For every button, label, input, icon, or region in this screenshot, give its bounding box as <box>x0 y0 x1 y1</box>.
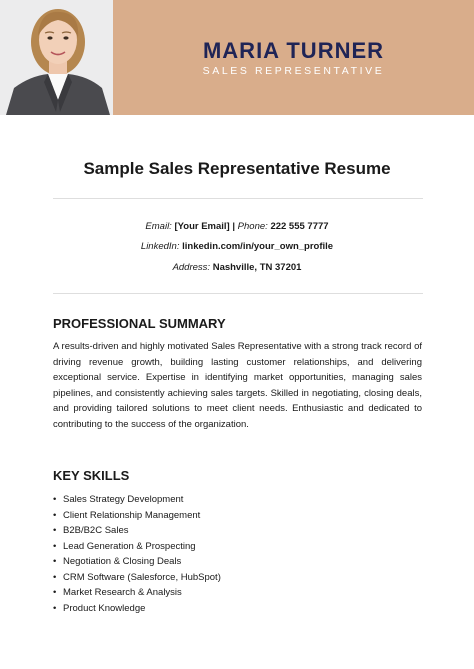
skill-item <box>53 601 422 617</box>
candidate-name: MARIA TURNER <box>202 38 385 63</box>
phone-label: Phone: <box>237 221 268 232</box>
skill-label: CRM Software (Salesforce, HubSpot) <box>63 571 221 583</box>
summary-heading: PROFESSIONAL SUMMARY <box>53 316 226 331</box>
candidate-role: SALES REPRESENTATIVE <box>202 65 385 77</box>
linkedin-value: linkedin.com/in/your_own_profile <box>182 241 334 252</box>
bullet-icon: • <box>53 602 57 614</box>
bullet-icon: • <box>53 556 57 567</box>
skill-item <box>53 523 422 539</box>
skill-label: B2B/B2C Sales <box>63 525 129 536</box>
skills-list <box>53 492 422 616</box>
phone-value: 222 555 7777 <box>270 221 329 232</box>
skill-label: Product Knowledge <box>63 602 146 614</box>
address-label: Address: <box>172 262 211 273</box>
resume-header <box>0 0 474 115</box>
address-value: Nashville, TN 37201 <box>212 262 302 273</box>
skill-label: Sales Strategy Development <box>63 494 184 505</box>
skill-item <box>53 508 422 524</box>
skill-item <box>53 539 422 555</box>
skill-item <box>53 492 422 508</box>
skill-label: Lead Generation & Prospecting <box>63 540 196 552</box>
email-label: Email: <box>145 221 172 232</box>
bullet-icon: • <box>53 571 57 583</box>
divider-top <box>53 198 423 199</box>
bullet-icon: • <box>53 494 57 505</box>
bullet-icon: • <box>53 587 57 598</box>
contact-address-line <box>0 262 474 273</box>
skill-label: Client Relationship Management <box>63 509 201 521</box>
skill-item <box>53 570 422 586</box>
profile-photo-illustration <box>0 0 113 115</box>
skill-label: Negotiation & Closing Deals <box>63 556 182 567</box>
skill-item <box>53 554 422 570</box>
bullet-icon: • <box>53 509 57 521</box>
divider-bottom <box>53 293 423 294</box>
bullet-icon: • <box>53 540 57 552</box>
profile-photo <box>0 0 113 115</box>
skill-item <box>53 585 422 601</box>
summary-text: A results-driven and highly motivated Sales Representative with a strong track record of driving revenue growth, building lasting customer relationships, and delivering exceptional service. Expertise in identifying market opportunities, managing sales pipelines, and consistently achieving sales targets. Skilled in negotiating, closing deals, and providing tailored solutions to meet client needs. Enthusiastic and dedicated to contributing to the success of the organization. <box>53 341 422 430</box>
document-title: Sample Sales Representative Resume <box>83 159 391 178</box>
email-value: [Your Email] <box>174 221 230 232</box>
skill-label: Market Research & Analysis <box>63 587 182 598</box>
contact-email-phone-line <box>0 221 474 232</box>
header-banner <box>113 0 474 115</box>
skills-heading: KEY SKILLS <box>53 468 130 483</box>
contact-linkedin-line <box>0 241 474 252</box>
bullet-icon: • <box>53 525 57 536</box>
contact-separator: | <box>232 221 236 232</box>
linkedin-label: LinkedIn: <box>140 241 180 252</box>
